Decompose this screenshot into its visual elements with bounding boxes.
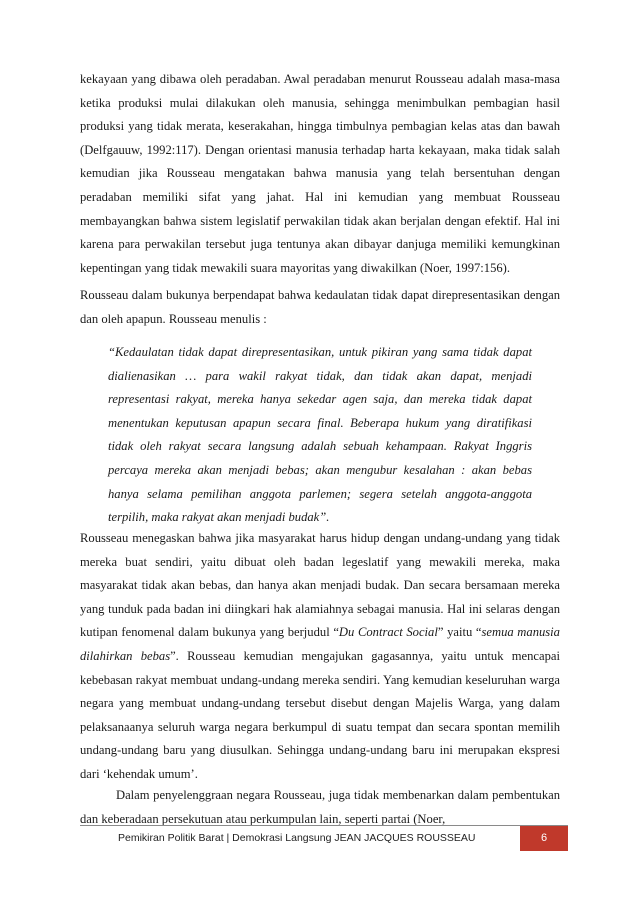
paragraph-3-text-b: ” yaitu “ bbox=[437, 625, 482, 640]
paragraph-2: Rousseau dalam bukunya berpendapat bahwa kedaulatan tidak dapat direpresentasikan dengan dan oleh apapun. Rousseau menulis : bbox=[80, 288, 560, 326]
block-quote: “Kedaulatan tidak dapat direpresentasikan, untuk pikiran yang sama tidak dapat dialienasikan … para wakil rakyat tidak, dan tidak akan dapat, menjadi representasi rakyat, mereka hanya sekedar agen saja, dan mereka tidak dapat menentukan keputusan apapun secara final. Beberapa hukum yang diratifikasi tidak oleh rakyat secara langsung adalah sebuah kehampaan. Rakyat Inggris percaya mereka akan menjadi bebas; akan mengubur kesalahan : akan bebas hanya selama pemilihan anggota parlemen; segera setelah anggota-anggota terpilih, maka rakyat akan menjadi budak”. bbox=[108, 345, 532, 525]
footer-title: Pemikiran Politik Barat | Demokrasi Langsung JEAN JACQUES ROUSSEAU bbox=[118, 832, 476, 844]
paragraph-3-text-a: Rousseau menegaskan bahwa jika masyarakat harus hidup dengan undang-undang yang tidak mereka buat sendiri, yaitu dibuat oleh badan legeslatif yang mewakili mereka, maka masyarakat tidak akan bebas, dan hanya akan menjadi budak. Dan secara bersamaan mereka yang tunduk pada badan ini diingkari hak alamiahnya sebagai manusia. Hal ini selaras dengan kutipan fenomenal dalam bukunya yang berjudul “ bbox=[80, 531, 560, 640]
inline-quote: semua manusia dilahirkan bebas bbox=[80, 625, 560, 663]
book-title: Du Contract Social bbox=[338, 625, 438, 640]
paragraph-4: Dalam penyelenggraan negara Rousseau, juga tidak membenarkan dalam pembentukan dan keberadaan persekutuan atau perkumpulan lain, seperti partai (Noer, bbox=[80, 788, 560, 826]
page-number-badge: 6 bbox=[520, 826, 568, 851]
paragraph-3 bbox=[80, 527, 560, 787]
paragraph-1: kekayaan yang dibawa oleh peradaban. Awal peradaban menurut Rousseau adalah masa-masa ketika produksi mulai dilakukan oleh manusia, sehingga menimbulkan pembagian hasil produksi yang tidak merata, keserakahan, hingga timbulnya pembagian kelas atas dan bawah (Delfgauuw, 1992:117). Dengan orientasi manusia terhadap harta kekayaan, maka tidak salah kemudian jika Rousseau mengatakan bahwa manusia yang telah bersentuhan dengan peradaban memiliki sifat yang jahat. Hal ini kemudian yang membuat Rousseau membayangkan bahwa sistem legislatif perwakilan tidak akan berjalan dengan efektif. Hal ini karena para perwakilan tersebut juga tentunya akan dibayar danjuga memiliki kemungkinan kepentingan yang tidak mewakili suara mayoritas yang diwakilkan (Noer, 1997:156). bbox=[80, 72, 560, 275]
paragraph-3-text-c: ”. Rousseau kemudian mengajukan gagasannya, yaitu untuk mencapai kebebasan rakyat membuat undang-undang mereka sendiri. Yang kemudian keseluruhan warga negara yang membuat undang-undang tersebut disebut dengan Majelis Warga, yang dalam pelaksanaanya seluruh warga negara berkumpul di suatu tempat dan secara spontan memilih undang-undang baru yang diusulkan. Sehingga undang-undang baru ini merupakan ekspresi dari ‘kehendak umum’. bbox=[80, 648, 560, 781]
page-footer bbox=[80, 825, 568, 851]
